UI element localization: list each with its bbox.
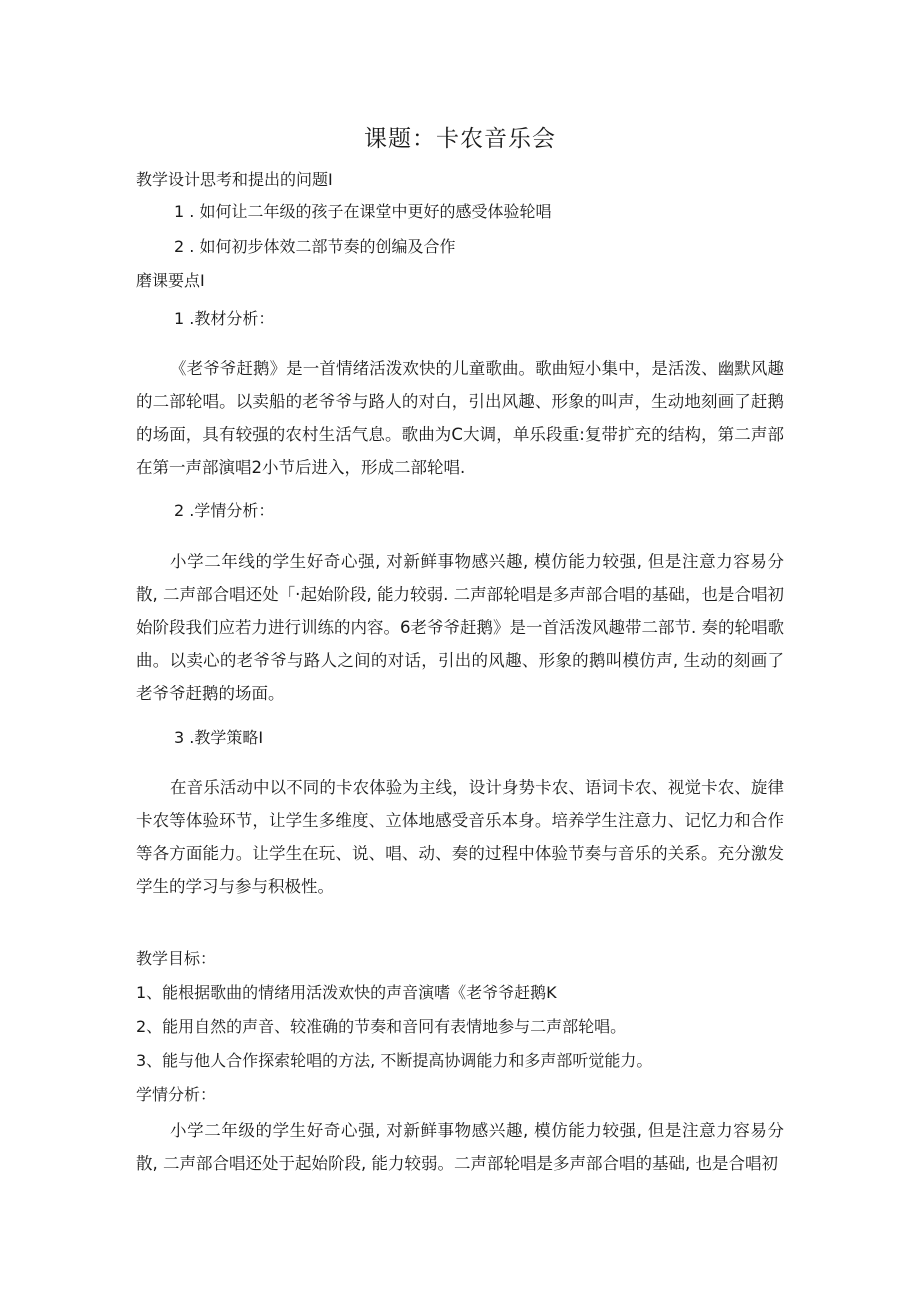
teaching-strategy-text: 在音乐活动中以不同的卡农体验为主线，设计身势卡农、语词卡农、视觉卡农、旋律卡农等体验环节，让学生多维度、立体地感受音乐本身。培养学生注意力、记忆力和合作等各方面能力。让学生在玩、说、唱、动、奏的过程中体验节奏与音乐的关系。充分激发学生的学习与参与积极性。	[136, 778, 784, 896]
teaching-goal-2: 2、能用自然的声音、较准确的节奏和音冋有表情地参与二声部轮唱。	[136, 1017, 627, 1036]
teaching-goal-1: 1、能根据歌曲的情绪用活泼欢快的声音演嗜《老爷爷赶鹅K	[136, 983, 557, 1002]
design-question-2: 2 . 如何初步体效二部节奏的创编及合作	[174, 237, 456, 256]
material-analysis-label: 1 .教材分析：	[174, 309, 275, 328]
student-situation-text: 小学二年级的学生好奇心强, 对新鲜事物感兴趣, 模仿能力较强, 但是注意力容易分散, 二声部合唱还处于起始阶段, 能力较弱。二声部轮唱是多声部合唱的基础, 也是合唱初	[136, 1121, 784, 1173]
teaching-strategy-label: 3 .教学策略I	[174, 728, 264, 747]
student-situation-heading: 学情分析：	[136, 1085, 217, 1104]
design-question-1: 1 . 如何让二年级的孩子在课堂中更好的感受体验轮唱	[174, 202, 552, 221]
material-analysis-text: 《老爷爷赶鹅》是一首情绪活泼欢快的儿童歌曲。歌曲短小集中，是活泼、幽默风趣的二部轮唱。以卖船的老爷爷与路人的对白，引出风趣、形象的叫声，生动地刻画了赶鹅的场面，具有较强的农村生活气息。歌曲为C大调，单乐段重:复带扩充的结构，第二声部在第一声部演唱2小节后进入，形成二部轮唱.	[136, 359, 784, 477]
teaching-goals-heading: 教学目标：	[136, 949, 217, 968]
student-analysis-text: 小学二年线的学生好奇心强, 对新鲜事物感兴趣, 模仿能力较强, 但是注意力容易分散, 二声部合唱还处「·起始阶段, 能力较弱. 二声部轮唱是多声部合唱的基础，也是合唱初始阶段我们应若力进行训练的内容。6老爷爷赶鹅》是一首活泼风趣带二部节. 奏的轮唱歌曲。以卖心的老爷爷与路人之间的对话，引出的风趣、形象的鹅叫模仿声, 生动的刻画了老爷爷赶鹅的场面。	[136, 552, 784, 703]
student-analysis-label: 2 .学情分析：	[174, 501, 275, 520]
teaching-goal-3: 3、能与他人合作探索轮唱的方法, 不断提高协调能力和多声部听觉能力。	[136, 1051, 653, 1070]
design-questions-heading: 教学设计思考和提出的问题I	[136, 170, 333, 189]
keypoints-heading: 磨课要点I	[136, 271, 205, 290]
page-title: 课题：卡农音乐会	[364, 126, 556, 152]
